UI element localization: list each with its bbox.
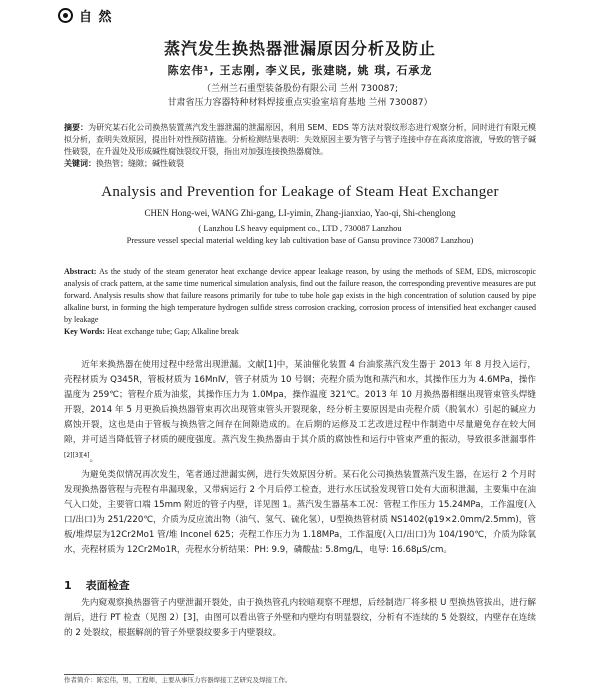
english-affiliation-line-2: Pressure vessel special material welding key lab cultivation base of Gansu province 730087 Lanzhou) <box>126 235 474 245</box>
section-paragraph: 先内窥观察换热器管子内壁泄漏开裂处，由于换热管孔内较暗观察不理想，后经制造厂将多根 U 型换热管拔出，进行解剖后，进行 PT 检查（见图 2）[3]，由图可以看出管子外壁和内壁均有明显裂纹，分析有不连续的 5 处裂纹，内壁存在连续的 2 处裂纹，根据解剖的管子外壁裂纹要多于内壁裂纹。 <box>64 598 536 638</box>
chinese-title: 蒸汽发生换热器泄漏原因分析及防止 <box>163 39 436 58</box>
footnote-divider <box>64 674 194 675</box>
chinese-abstract-label: 摘要： <box>64 123 89 132</box>
journal-logo-text: 自 然 <box>79 10 113 25</box>
chinese-abstract-text: 为研究某石化公司换热装置蒸汽发生器泄漏的泄漏原因，利用 SEM、EDS 等方法对裂纹形态进行观察分析，同时进行有限元模拟分析，查明失效原因，提出针对性预防措施。分析检测结果表明：失效原因主要为管子与管子连接中存在高浓度溶液，导致的管子碱性破裂，在升温处及形成碱性腐蚀裂纹开裂，指出对加强连接换热器腐蚀。 <box>64 123 536 156</box>
english-abstract <box>64 266 536 338</box>
chinese-affiliation <box>0 82 600 110</box>
body-paragraph-1-text: 近年来换热器在使用过程中经常出现泄漏。文献[1]中，某油催化装置 4 台油浆蒸汽发生器于 2013 年 8 月投入运行，壳程材质为 Q345R，管板材质为 16MnⅣ，管子材质为 10 号钢；壳程介质为饱和蒸汽和水，其操作压力为 4.6MPa，操作温度为 259℃；管程介质为油浆，其操作压力为 1.0Mpa，操作温度 321℃。2013 年 10 月换热器相继出现管束管头焊缝开裂，2014 年 5 月更换后换热器管束再次出现管束管头开裂现象，经分析主要原因是由壳程介质（脱氧水）引起的碱应力腐蚀开裂，这也是由于管板与换热管之间存在间隙造成的。在后期的运修及工艺改进过程中作制造中尽量避免存在较大间隙，并可适当降低管子材质的硬度强度。蒸汽发生换热器由于其介质的腐蚀性和运行中管束严重的振动，导致很多泄漏事件 <box>64 360 536 445</box>
section-number: 1 <box>64 579 72 592</box>
section-heading <box>64 577 130 593</box>
chinese-keywords-label: 关键词： <box>64 159 96 168</box>
body-paragraph-1-end: 。 <box>89 453 99 464</box>
section-title: 表面检查 <box>85 579 130 592</box>
chinese-keywords-text: 换热管；缝隙；碱性破裂 <box>96 159 184 168</box>
citation-marker: [2][3][4] <box>64 452 90 459</box>
english-affiliation <box>0 222 600 246</box>
chinese-affiliation-line-2: 甘肃省压力容器特种材料焊接重点实验室培育基地 兰州 730087） <box>167 98 433 108</box>
journal-logo <box>58 6 113 25</box>
english-abstract-label: Abstract: <box>64 267 97 276</box>
body-text <box>64 358 536 559</box>
english-keywords-label: Key Words: <box>64 327 105 336</box>
english-keywords-text: Heat exchange tube; Gap; Alkaline break <box>106 327 239 336</box>
english-title: Analysis and Prevention for Leakage of Steam Heat Exchanger <box>101 184 499 200</box>
chinese-authors: 陈宏伟¹, 王志刚, 李义民, 张建晓, 姚 琪, 石承龙 <box>167 64 433 77</box>
english-abstract-text: As the study of the steam generator heat exchange device appear leakage reason, by using the methods of SEM, EDS, microscopic analysis of crack pattern, at the same time numerical simulation analysis, find out the failure reason, the corresponding preventive measures are put forward. Analysis results show that failure reasons primarily for tube to tube hole gap exists in the high concentration of solution caused by pipe alkaline burst, in forming the high temperature hydrogen sulfide stress corrosion cracking, corrosion process of intensified heat exchanger caused by leakage <box>64 267 537 324</box>
body-paragraph-1 <box>64 358 536 467</box>
footnote: 作者简介：陈宏伟，男，工程师，主要从事压力容器焊接工艺研究及焊接工作。 <box>64 676 292 684</box>
body-paragraph-2: 为避免类似情况再次发生，笔者通过泄漏实例，进行失效原因分析。某石化公司换热装置蒸汽发生器，在运行 2 个月时发现换热器管程与壳程有串漏现象，又带病运行 2 个月后停工检查，进行水压试验发现管口处有大面积泄漏，主要集中在油气入口处，主要管口端 15mm 附近的管子内壁，详见图 1。蒸汽发生器基本工况：管程工作压力 15.24MPa，工作温度(入口/出口)为 251/220℃，介质为反应流出物（油气、氢气、硫化氢），U型换热管材质 NS1402(φ19×2.0mm/2.5mm)，管板/堆焊层为12Cr2Mo1 管/堆 Inconel 625；壳程工作压力为 1.18MPa，工作温度(入口/出口)为 104/190℃，介质为除氧水，壳程材质为 12Cr2Mo1R，壳程水分析结果：PH: 9.9，磷酸盐: 5.8mg/L，电导: 16.68μS/cm。 <box>64 469 536 555</box>
chinese-abstract <box>64 122 536 170</box>
english-affiliation-line-1: ( Lanzhou LS heavy equipment co., LTD , 730087 Lanzhou <box>198 223 402 233</box>
journal-logo-icon <box>58 8 73 23</box>
english-authors: CHEN Hong-wei, WANG Zhi-gang, LI-yimin, Zhang-jianxiao, Yao-qi, Shi-chenglong <box>144 208 456 218</box>
chinese-affiliation-line-1: （兰州兰石重型装备股份有限公司 兰州 730087; <box>201 84 399 94</box>
